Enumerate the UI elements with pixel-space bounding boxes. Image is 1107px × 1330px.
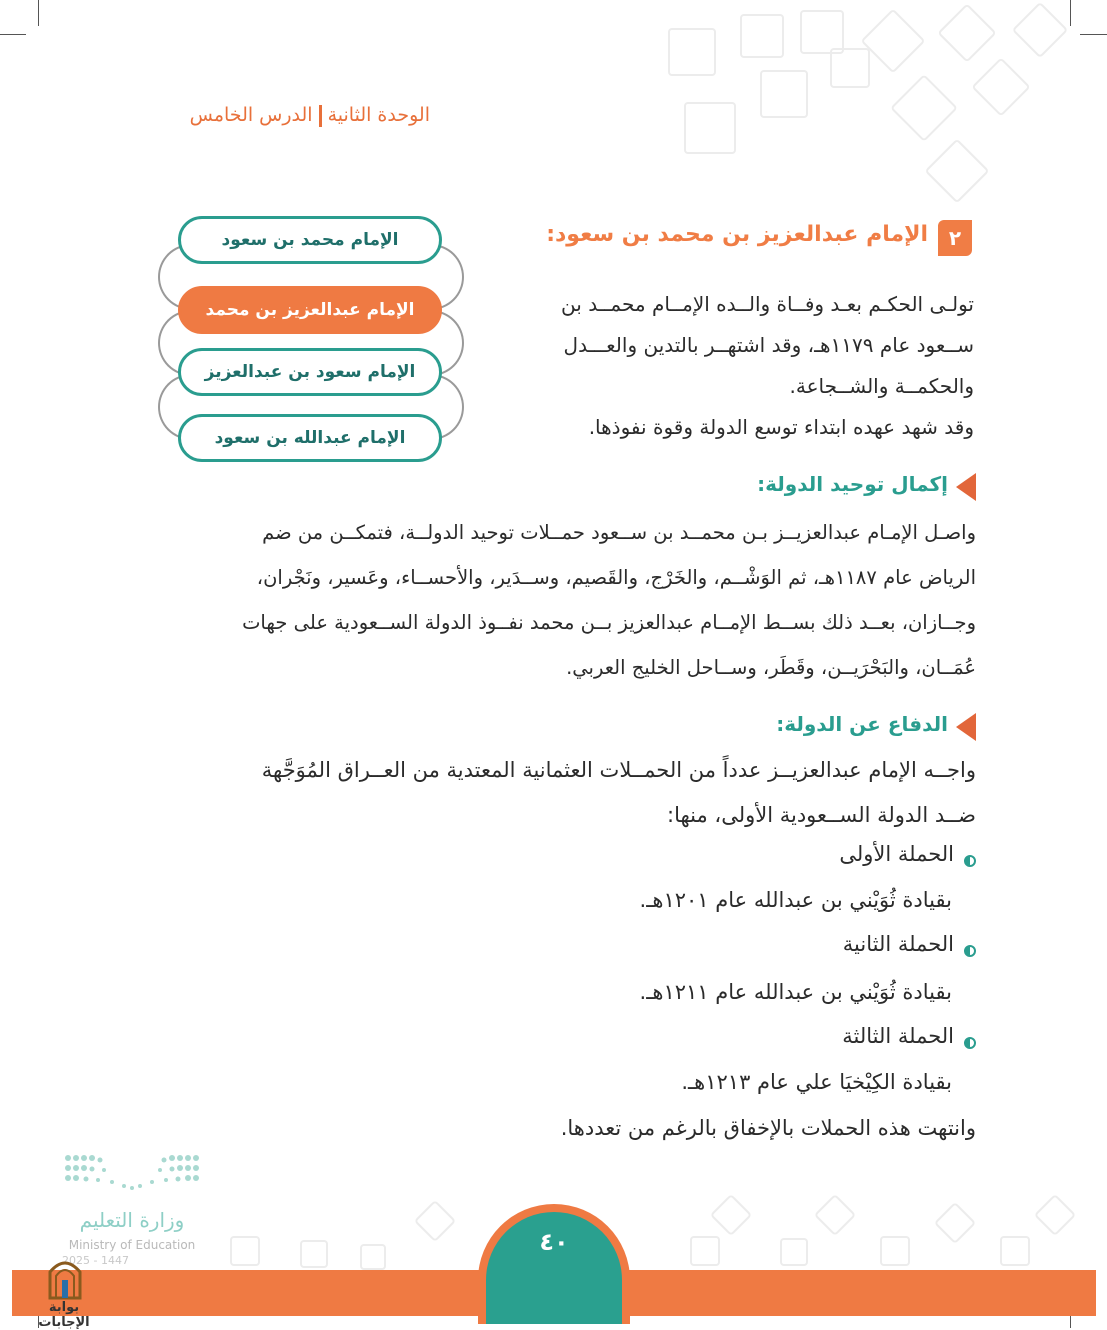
unification-paragraph: [150, 510, 976, 690]
closing-line: وانتهت هذه الحملات بالإخفاق بالرغم من تعددها.: [560, 1116, 976, 1140]
imam-node: الإمام عبدالله بن سعود: [178, 414, 442, 462]
paragraph-line: ضــد الدولة الســعودية الأولى، منها:: [667, 803, 976, 827]
campaign-name: الحملة الثالثة: [842, 1024, 954, 1048]
defense-title: الدفاع عن الدولة:: [776, 712, 948, 736]
intro-line: ســعود عام ١١٧٩هـ، وقد اشتهــر بالتدين والعـــدل: [563, 333, 974, 357]
campaign-item: [700, 1024, 976, 1064]
arrow-marker-icon: [956, 713, 976, 741]
section-title: الإمام عبدالعزيز بن محمد بن سعود:: [546, 222, 928, 247]
intro-line: تولـى الحكـم بعـد وفــاة والــده الإمــام محمــد بن: [561, 292, 974, 316]
page-number-badge: [486, 1212, 622, 1324]
imam-node: الإمام سعود بن عبدالعزيز: [178, 348, 442, 396]
crop-mark: [1080, 34, 1107, 35]
paragraph-line: عُمَــان، والبَحْرَيــن، وقَطَر، وســاحل الخليج العربي.: [566, 656, 976, 679]
imam-node-current: الإمام عبدالعزيز بن محمد: [178, 286, 442, 334]
section-heading: [500, 218, 972, 258]
unification-title: إكمال توحيد الدولة:: [757, 472, 948, 496]
paragraph-line: واصـل الإمـام عبدالعزيــز بـن محمــد بن ســعود حمــلات توحيد الدولــة، فتمكــن من ضم: [262, 521, 976, 544]
campaign-detail: بقيادة الكِيْخيَا علي عام ١٢١٣هـ.: [681, 1070, 952, 1094]
campaign-item: [700, 842, 976, 882]
campaign-detail: بقيادة ثُوَيْني بن عبدالله عام ١٢١١هـ.: [639, 980, 952, 1004]
bullet-icon: [964, 855, 976, 867]
header-divider: [319, 105, 322, 127]
paragraph-line: وجــازان، بعــد ذلك بســط الإمــام عبدالعزيز بــن محمد نفــوذ الدولة الســعودية على جهات: [242, 611, 976, 634]
ministry-name-english: Ministry of Education: [68, 1238, 196, 1252]
intro-line: وقد شهد عهده ابتداء توسع الدولة وقوة نفوذها.: [588, 415, 974, 439]
imam-node: الإمام محمد بن سعود: [178, 216, 442, 264]
unit-label: الوحدة الثانية: [327, 104, 430, 126]
section-number-badge: ٢: [938, 220, 972, 256]
campaign-detail: بقيادة ثُوَيْني بن عبدالله عام ١٢٠١هـ.: [639, 888, 952, 912]
campaign-name: الحملة الأولى: [839, 842, 954, 866]
intro-paragraph: [490, 284, 974, 448]
ministry-logo-icon: [64, 1152, 200, 1198]
page-number: ٤٠: [539, 1228, 569, 1256]
arrow-marker-icon: [956, 473, 976, 501]
lesson-label: الدرس الخامس: [189, 104, 313, 126]
edition-year: 2025 - 1447: [62, 1254, 129, 1267]
paragraph-line: واجــه الإمام عبدالعزيــز عدداً من الحمــلات العثمانية المعتدية من العــراق المُوَجَّهة: [261, 758, 976, 782]
bullet-icon: [964, 1037, 976, 1049]
crop-mark: [1070, 0, 1071, 26]
intro-line: والحكمــة والشــجاعة.: [789, 374, 974, 398]
bullet-icon: [964, 945, 976, 957]
ministry-name-arabic: وزارة التعليم: [79, 1208, 185, 1232]
imams-diagram: [150, 210, 470, 470]
campaign-name: الحملة الثانية: [842, 932, 954, 956]
unification-heading: [600, 470, 976, 504]
lesson-header: [140, 104, 430, 127]
campaign-item: [700, 932, 976, 972]
defense-paragraph: [150, 748, 976, 838]
paragraph-line: الرياض عام ١١٨٧هـ، ثم الوَشْــم، والخَرْج، والقَصيم، وســدَير، والأحســاء، وعَسير، ونَجْران،: [256, 566, 976, 589]
crop-mark: [0, 34, 26, 35]
portal-name: بوابة الإجابات: [38, 1300, 90, 1330]
defense-heading: [600, 710, 976, 744]
crop-mark: [38, 0, 39, 26]
